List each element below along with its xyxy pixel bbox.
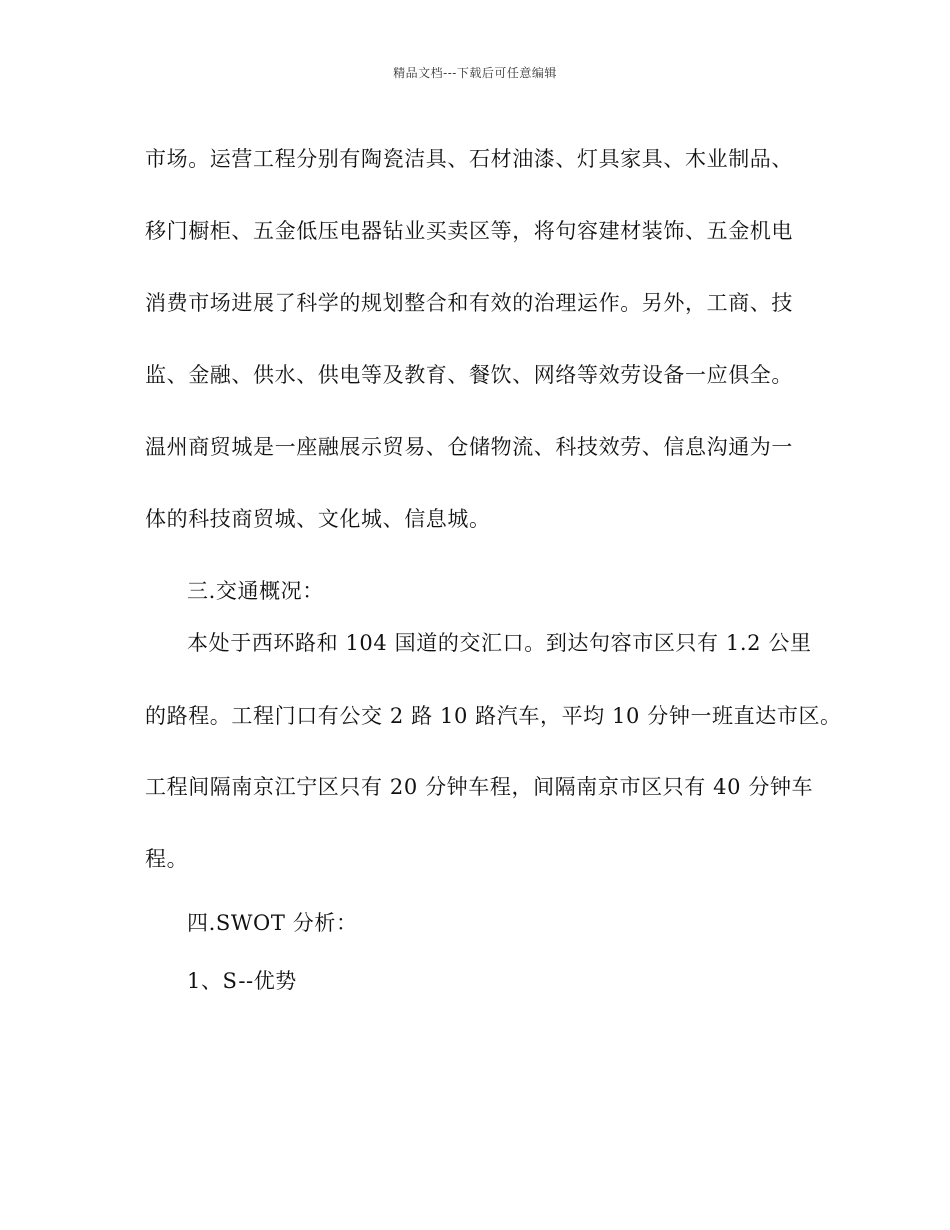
paragraph-line: 监、金融、供水、供电等及教育、餐饮、网络等效劳设备一应俱全。 bbox=[145, 363, 793, 387]
paragraph-line: 市场。运营工程分别有陶瓷洁具、石材油漆、灯具家具、木业制品、 bbox=[145, 147, 793, 171]
paragraph-line: 体的科技商贸城、文化城、信息城。 bbox=[145, 507, 491, 531]
paragraph-line: 移门橱柜、五金低压电器钻业买卖区等，将句容建材装饰、五金机电 bbox=[145, 219, 793, 243]
paragraph-line: 程。 bbox=[145, 847, 189, 871]
subsection-heading-strengths: 1、S--优势 bbox=[187, 969, 297, 993]
paragraph-line: 工程间隔南京江宁区只有 20 分钟车程，间隔南京市区只有 40 分钟车 bbox=[145, 775, 814, 799]
page-header: 精品文档---下载后可任意编辑 bbox=[393, 66, 557, 80]
section-heading-traffic: 三.交通概况： bbox=[187, 579, 324, 603]
paragraph-line: 消费市场进展了科学的规划整合和有效的治理运作。另外，工商、技 bbox=[145, 291, 793, 315]
paragraph-line: 的路程。工程门口有公交 2 路 10 路汽车，平均 10 分钟一班直达市区。 bbox=[145, 704, 842, 728]
paragraph-line: 温州商贸城是一座融展示贸易、仓储物流、科技效劳、信息沟通为一 bbox=[145, 435, 793, 459]
section-heading-swot: 四.SWOT 分析： bbox=[187, 911, 358, 935]
paragraph-line: 本处于西环路和 104 国道的交汇口。到达句容市区只有 1.2 公里 bbox=[187, 631, 812, 655]
